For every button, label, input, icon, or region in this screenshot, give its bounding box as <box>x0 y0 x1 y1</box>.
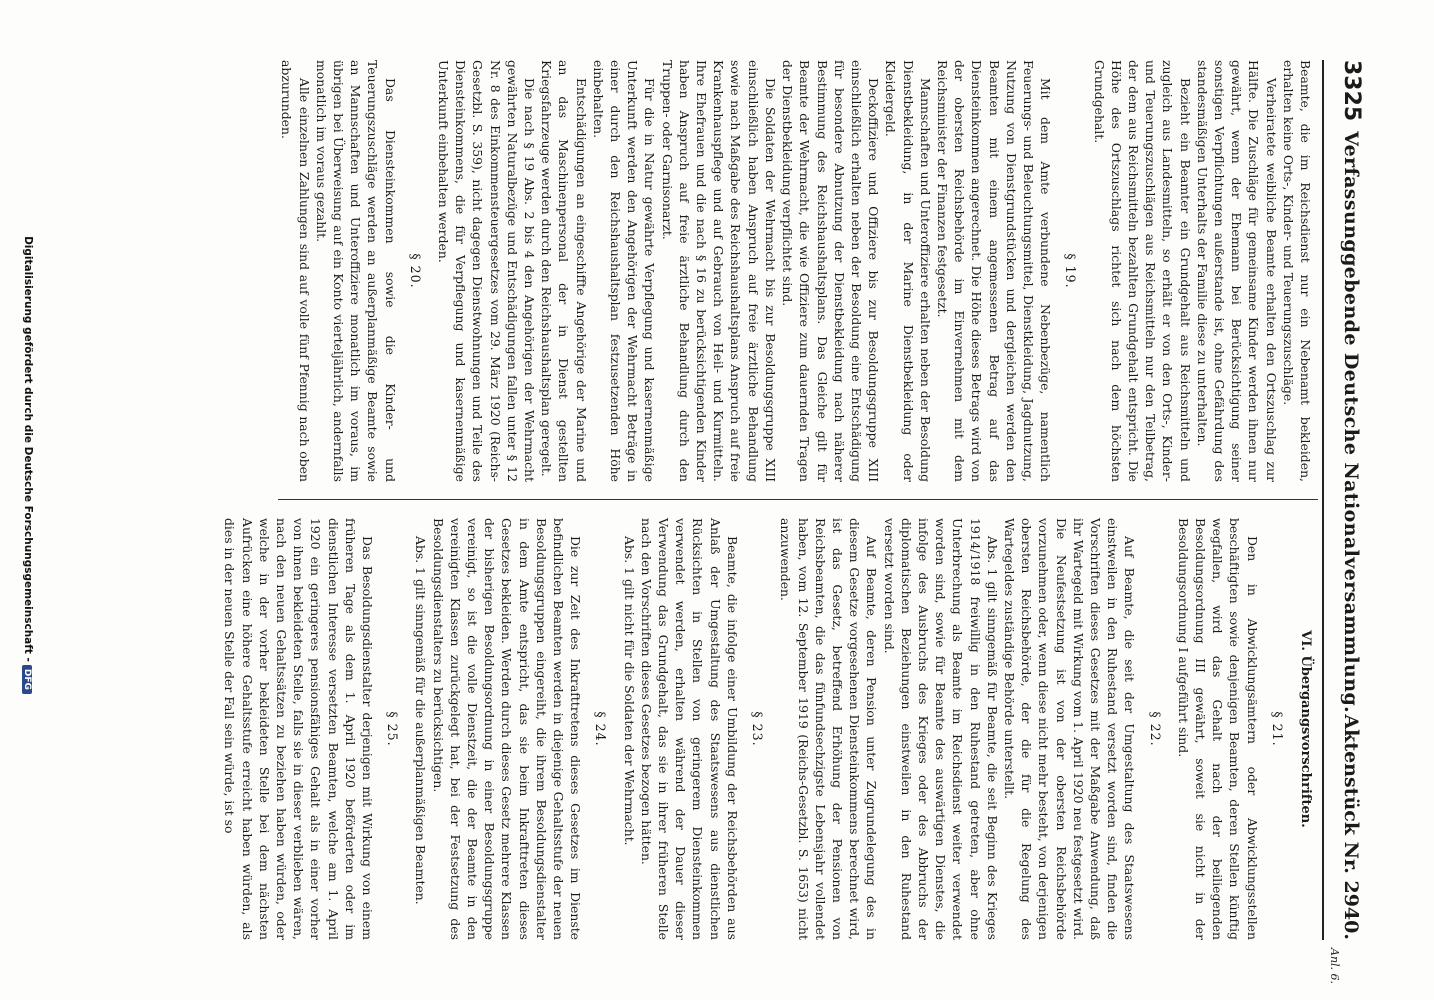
paragraph: Abs. 1 gilt nicht für die Soldaten der Wehrmacht. <box>621 536 637 846</box>
paragraph: Den in Abwicklungsämtern oder Abwicklungsstellen beschäftigten sowie denjenigen Beamten, deren Stellen künftig wegfallen, wird das Gehalt nach der beiliegenden Besoldungsordnung III gewährt, soweit sie nicht in der Besoldungsordnung I aufgeführt sind. <box>1175 518 1260 940</box>
paragraph: Bezieht ein Beamter ein Grundgehalt aus Reichsmitteln und zugleich aus Landesmitteln, so erhält er von den Orts-, Kinder- und Teuerungszuschlägen aus Reichsmitteln nur den Teilbetrag, der dem aus Reichsmitteln bezahlten Grundgehalt entspricht. Die Höhe des Ortszuschlags richtet sich nach dem höchsten Grundgehalt. <box>1091 60 1193 482</box>
paragraph: Beamte, die infolge einer Umbildung der Reichsbehörden aus Anlaß der Umgestaltung des Staatswesens aus dienstlichen Rücksichten in Stellen von geringerem Diensteinkommen verwendet werden, erhalten während der Dauer dieser Verwendung das Grundgehalt, das sie in ihrer früheren Stelle nach den Vorschriften dieses Gesetzes bezogen hätten. <box>638 518 740 940</box>
paragraph: Das Besoldungsdienstalter derjenigen mit Wirkung von einem früheren Tage als dem 1. April 1920 beförderten oder im dienstlichen Interesse versetzten Beamten, welche am 1. April 1920 ein geringeres pensionsfähiges Gehalt als in einer vorher von ihnen bekleideten Stelle, falls sie in dieser verblieben wären, nach den neuen Gehaltssätzen zu beziehen haben würden, oder welche in der vorher bekleideten Stelle bei dem nächsten Aufrücken eine höhere Gehaltsstufe erreicht haben würden, als dies in der neuen Stelle der Fall sein würde, ist so <box>222 518 376 940</box>
header-rule <box>1322 60 1324 940</box>
paragraph: Die zur Zeit des Inkrafttretens dieses Gesetzes im Dienste befindlichen Beamten werden in diejenige Gehaltsstufe der neuen Besoldungsgruppen eingereiht, die ihrem Besoldungsdienstalter in dem Amte entspricht, das sie beim Inkrafttreten dieses Gesetzes bekleiden. Werden durch dieses Gesetz mehrere Klassen der bisherigen Besoldungsordnung in einer Besoldungsgruppe vereinigt, so ist die volle Dienstzeit, die der Beamte in den vereinigten Klassen zurückgelegt hat, bei der Festsetzung des Besoldungsdienstalters zu berücksichtigen. <box>430 518 584 940</box>
paragraph: Beamte, die im Reichsdienst nur ein Nebenamt bekleiden, erhalten keine Orts-, Kinder- und Teuerungszuschläge. <box>1280 60 1313 482</box>
chapter-heading: VI. Übergangsvorschriften. <box>1298 630 1313 828</box>
section-heading: § 22. <box>1147 711 1163 747</box>
section-heading: § 20. <box>407 253 423 289</box>
paragraph: Die nach § 19 Abs. 2 bis 4 den Angehörigen der Wehrmacht gewährten Naturalbezüge und Entschädigungen fallen unter § 12 Nr. 8 des Einkommensteuergesetzes vom 29. März 1920 (Reichs-Gesetzbl. S. 359), nicht dagegen Dienstwohnungen und Teile des Diensteinkommens, die für Verpflegung und kasernenmäßige Unterkunft einbehalten werden. <box>436 60 538 482</box>
column-divider <box>278 499 1318 500</box>
right-column <box>221 518 1314 940</box>
page-number: 3325 <box>1339 60 1364 122</box>
paragraph: Mannschaften und Unteroffiziere erhalten neben der Besoldung Dienstbekleidung, in der Marine Dienstbekleidung oder Kleidergeld. <box>883 60 933 482</box>
paragraph: Abs. 1 gilt sinngemäß für die außerplanmäßigen Beamten. <box>413 536 429 905</box>
margin-note: Anl. 6. <box>1328 948 1341 985</box>
section-heading: § 24. <box>593 711 609 747</box>
page-sheet <box>222 60 1364 940</box>
section-heading: § 21. <box>1269 711 1285 747</box>
paragraph: Das Diensteinkommen sowie die Kinder- und Teuerungszuschläge werden an außerplanmäßige Beamte sowie an Mannschaften und Unteroffiziere monatlich im voraus, im übrigen bei Überweisung auf ein Konto vierteljährlich, andernfalls monatlich im voraus gezahlt. <box>313 60 398 482</box>
digitization-credit-text: Digitalisierung gefördert durch die Deutsche Forschungsgemeinschaft - <box>22 236 34 662</box>
paragraph: Deckoffiziere und Offiziere bis zur Besoldungsgruppe XIII einschließlich erhalten neben der Besoldung eine Entschädigung für besondere Abnutzung der Dienstbekleidung nach näherer Bestimmung des Reichshaushaltsplans. Das Gleiche gilt für Beamte der Wehrmacht, die wie Offiziere zum dauernden Tragen der Dienstbekleidung verpflichtet sind. <box>780 60 882 482</box>
page-header <box>1320 60 1364 940</box>
section-heading: § 25. <box>385 711 401 747</box>
paragraph: Die Soldaten der Wehrmacht bis zur Besoldungsgruppe XIII einschließlich haben Anspruch auf freie ärztliche Behandlung sowie nach Maßgabe des Reichshaushaltsplans Anspruch auf freie Krankenhauspflege und auf Gebrauch von Heil- und Kurmitteln. Ihre Ehefrauen und die nach § 16 zu berücksichtigenden Kinder haben Anspruch auf freie ärztliche Behandlung durch den Truppen- oder Garnisonarzt. <box>659 60 778 482</box>
paragraph: Mit dem Amte verbundene Nebenbezüge, namentlich Feuerungs- und Beleuchtungsmittel, Dienstkleidung, Jagdnutzung, Nutzung von Dienstgrundstücken und dergleichen werden den Beamten mit einem angemessenen Betrag auf das Diensteinkommen angerechnet. Die Höhe dieses Betrags wird von der obersten Reichsbehörde im Einvernehmen mit dem Reichsminister der Finanzen festgesetzt. <box>934 60 1054 482</box>
paragraph: Entschädigungen an eingeschiffte Angehörige der Marine und an das Maschinenpersonal der in Dienst gestellten Kriegsfahrzeuge werden durch den Reichshaushaltsplan geregelt. <box>539 60 589 482</box>
page-title: Verfassunggebende Deutsche Nationalversammlung. <box>1340 131 1362 714</box>
section-heading: § 23. <box>750 711 766 747</box>
paragraph: Auf Beamte, die seit der Umgestaltung des Staatswesens einstweilen in den Ruhestand versetzt worden sind, finden die Vorschriften dieses Gesetzes mit der Maßgabe Anwendung, daß ihr Wartegeld mit Wirkung vom 1. April 1920 neu festgesetzt wird. Die Neufestsetzung ist von der obersten Reichsbehörde vorzunehmen oder, wenn diese nicht mehr besteht, von derjenigen obersten Reichsbehörde, der die für die Regelung des Wartegeldes zuständige Behörde unterstellt. <box>1001 518 1138 940</box>
dfg-logo: DFG <box>22 665 32 694</box>
left-column <box>278 60 1314 482</box>
paragraph: Alle einzelnen Zahlungen sind auf volle fünf Pfennig nach oben abzurunden. <box>279 60 312 482</box>
paragraph: Für die in Natur gewährte Verpflegung und kasernenmäßige Unterkunft werden den Angehörigen der Wehrmacht Beträge in einer durch den Reichshaushaltsplan festzusetzenden Höhe einbehalten. <box>590 60 658 482</box>
paragraph: Verheiratete weibliche Beamte erhalten den Ortszuschlag zur Hälfte. Die Zuschläge für gemeinsame Kinder werden ihnen nur gewährt, wenn der Ehemann bei Berücksichtigung seiner sonstigen Verpflichtungen außerstande ist, ohne Gefährdung des standesmäßigen Unterhalts der Familie diese zu unterhalten. <box>1194 60 1279 482</box>
paragraph: Abs. 1 gilt sinngemäß für Beamte, die seit Beginn des Krieges 1914/1918 freiwillig in den Ruhestand getreten, aber ohne Unterbrechung als Beamte im Reichsdienst weiter verwendet worden sind, sowie für Beamte des auswärtigen Dienstes, die infolge des Ausbruchs des Krieges oder des Abbruchs der diplomatischen Beziehungen einstweilen in den Ruhestand versetzt worden sind. <box>881 518 1000 940</box>
section-heading: § 19. <box>1063 253 1079 289</box>
digitization-credit <box>22 0 34 965</box>
document-number: Aktenstück Nr. 2940. <box>1340 714 1362 940</box>
paragraph: Auf Beamte, deren Pension unter Zugrundelegung des in diesem Gesetze vorgesehenen Diensteinkommens berechnet wird, ist das Gesetz, betreffend Erhöhung der Pensionen von Reichsbeamten, die das fünfundsechzigste Lebensjahr vollendet haben, vom 12. September 1919 (Reichs-Gesetzbl. S. 1653) nicht anzuwenden. <box>778 518 880 940</box>
